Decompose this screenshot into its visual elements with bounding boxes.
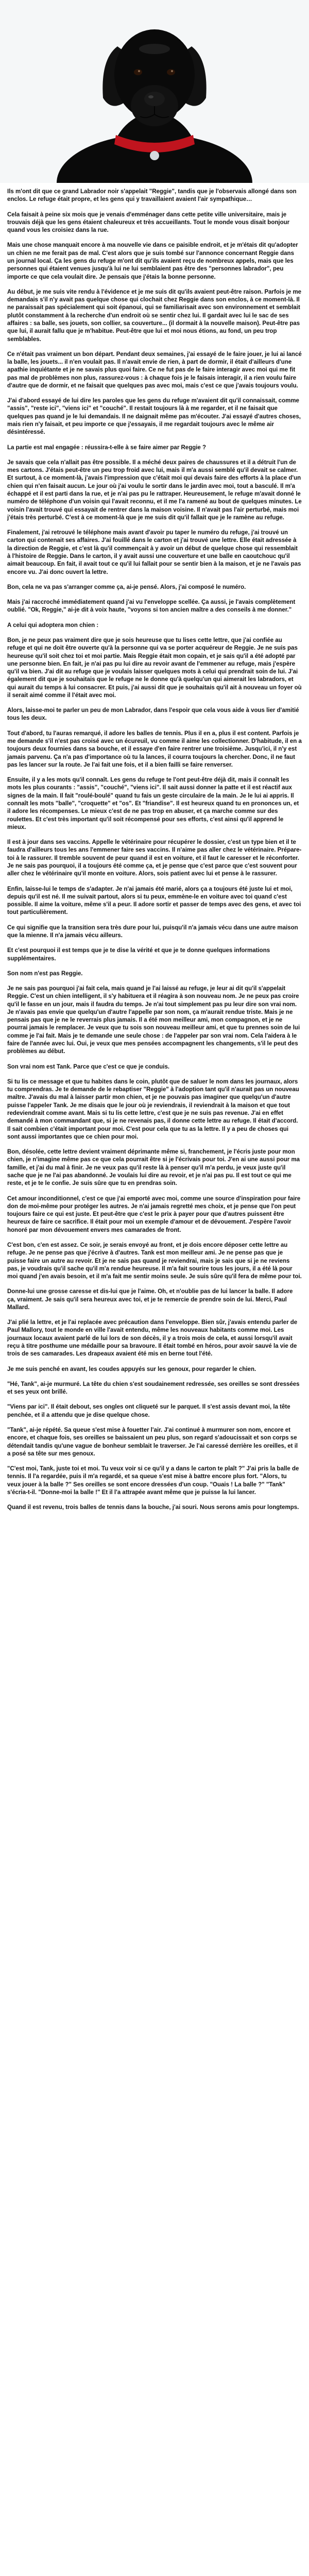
paragraph: Cela faisait à peine six mois que je venais d'emménager dans cette petite ville universitaire, mais je trouvais déjà que les gens étaient chaleureux et très accueillants. Tout le monde vous disait bonjour quand vous les croisiez dans la rue. [7, 211, 290, 234]
paragraph: Enfin, laisse-lui le temps de s'adapter. Je n'ai jamais été marié, alors ça a toujours été juste lui et moi, depuis qu'il est né. Il me suivait partout, alors si tu peux, emmène-le en voiture avec toi quand c'est possible. Il aime la voiture, même s'il a peur. Il adore sortir et passer de temps avec des gens, et avec toi tout particulièrement. [7, 886, 301, 916]
paragraph: Bon, je ne peux pas vraiment dire que je sois heureuse que tu lises cette lettre, que j'ai confiée au refuge et qui ne doit être ouverte qu'à la personne qui va se porter acquéreur de Reggie. Je ne suis pas heureuse qu'il soit chez toi et moi partie. Mais Reggie était mon copain, et je sais qu'il a été adopté par une personne bien. En fait, je n'ai pas pu lui dire au revoir avant de l'emmener au refuge, mais j'espère qu'il va bien. J'ai dit au refuge que je voulais laisser quelques mots à celui qui prendrait soin de lui. J'ai également dit que je souhaitais que le refuge ne le donne qu'à quelqu'un qui aimerait les labradors, et qui aurait du temps à lui consacrer. Et puis, j'ai aussi dit que je souhaitais qu'il ait à nouveau un foyer où il serait aimé comme il l'était avec moi. [7, 637, 302, 699]
paragraph: "C'est moi, Tank, juste toi et moi. Tu veux voir si ce qu'il y a dans le carton te plaît ?" J'ai pris la balle de tennis. Il l'a regardée, puis il m'a regardé, et sa queue s'est mise à battre encore plus fort. "Alors, tu veux jouer à la balle ?" Ses oreilles se sont encore dressées d'un coup. "Ouais ! La balle ?" "Tank" s'écria-t-il. "Donne-moi la balle !" Et il l'a attrapée avant même que je puisse la lui lancer. [7, 1466, 299, 1496]
dog-tag [150, 151, 159, 160]
paragraph: Bon, désolée, cette lettre devient vraiment déprimante même si, franchement, je l'écris juste pour mon chien, je n'imagine même pas ce que cela pourrait être si je l'écrivais pour toi. J'en ai une aussi pour ma famille, et j'ai du mal à finir. Je ne veux pas qu'il reste là à penser qu'il m'a perdu, je veux juste qu'il sache que je ne l'ai pas abandonné. Je voulais lui dire au revoir, et je n'ai pas pu. Il est tout ce qui me reste, et je te le confie. Je suis sûre que tu en prendras soin. [7, 1149, 300, 1187]
paragraph: "Viens par ici". Il était debout, ses ongles ont cliqueté sur le parquet. Il s'est assis devant moi, la tête penchée, et il a attendu que je dise quelque chose. [7, 1404, 290, 1418]
paragraph: Donne-lui une grosse caresse et dis-lui que je l'aime. Oh, et n'oublie pas de lui lancer la balle. Il adore ça, vraiment. Je sais qu'il sera heureux avec toi, et je te remercie de prendre soin de lui. Merci, Paul Mallard. [7, 1289, 293, 1311]
dog-left-eye-glint [138, 70, 140, 72]
paragraph: Finalement, j'ai retrouvé le téléphone mais avant d'avoir pu taper le numéro du refuge, j'ai trouvé un carton qui contenait ses affaires. J'ai fouillé dans le carton et j'ai trouvé une lettre. Elle était adressée à la direction de Reggie, et c'est là qu'il commençait à y avoir un début de quelque chose qui ressemblait à l'histoire de Reggie. Dans le carton, il y avait aussi une couverture et une balle en caoutchouc qu'il aimait beaucoup. En fait, il avait tout ce qu'il lui fallait pour se sentir bien à la maison, et je ne l'avais pas encore vu. J'ai donc ouvert la lettre. [7, 530, 301, 575]
article-body [0, 183, 309, 1512]
paragraph: "Tank", ai-je répété. Sa queue s'est mise à fouetter l'air. J'ai continué à murmurer son nom, encore et encore, et chaque fois, ses oreilles se baissaient un peu plus, son regard s'adoucissait et son corps se détendait tandis qu'une vague de bonheur semblait le traverser. Je l'ai caressé derrière les oreilles, et il a posé sa tête sur mes genoux. [7, 1427, 298, 1457]
paragraph: Ce qui signifie que la transition sera très dure pour lui, puisqu'il n'a jamais vécu dans une autre maison que la mienne. Il n'a jamais vécu ailleurs. [7, 924, 298, 939]
paragraph: Son nom n'est pas Reggie. [7, 970, 83, 977]
black-labrador-image [0, 0, 309, 183]
paragraph: Cet amour inconditionnel, c'est ce que j'ai emporté avec moi, comme une source d'inspiration pour faire don de moi-même pour protéger les autres. Je n'ai jamais regretté mes choix, et je pense que l'on peut toujours faire ce qui est juste. Et peut-être que c'est le prix à payer pour que d'autres puissent être heureux de faire ce sacrifice. Il était pour moi un exemple d'amour et de dévouement. J'espère l'avoir honoré par mon dévouement envers mes camarades de front. [7, 1195, 301, 1233]
paragraph: "Hé, Tank", ai-je murmuré. La tête du chien s'est soudainement redressée, ses oreilles se sont dressées et ses yeux ont brillé. [7, 1381, 300, 1396]
paragraph: Au début, je me suis vite rendu à l'évidence et je me suis dit qu'ils avaient peut-être raison. Parfois je me demandais s'il n'y avait pas quelque chose qui clochait chez Reggie dans son enclos, à ce moment-là. Il ne paraissait pas spécialement qui soit épanoui, qui se familiarisait avec son environnement et semblait plutôt constamment à la recherche d'un endroit où se sentir chez lui. Il gardait avec lui le sac de ses affaires : sa balle, ses jouets, son collier, sa couverture... (il dormait à la nouvelle maison). Peut-être pas que lui, il aurait fallu que je m'habitue. Peut-être que lui et moi nous étions, au fond, un peu trop semblables. [7, 289, 302, 343]
paragraph: Son vrai nom est Tank. Parce que c'est ce que je conduis. [7, 1063, 170, 1070]
paragraph: Mais une chose manquait encore à ma nouvelle vie dans ce paisible endroit, et je m'étais dit qu'adopter un chien ne me ferait pas de mal. C'est alors que je suis tombé sur l'annonce concernant Reggie dans un journal local. Ça les gens du refuge m'ont dit qu'ils avaient reçu de nombreux appels, mais que les personnes qui étaient venues jusqu'à lui ne lui semblaient pas être des "personnes labrador", peu importe ce que cela voulait dire. Je pensais que j'étais la bonne personne. [7, 242, 298, 280]
paragraph: Et c'est pourquoi il est temps que je te dise la vérité et que je te donne quelques informations supplémentaires. [7, 947, 270, 962]
dog-left-eye [134, 69, 142, 75]
paragraph: A celui qui adoptera mon chien : [7, 622, 99, 629]
dog-right-eye-glint [171, 70, 173, 72]
paragraph: Quand il est revenu, trois balles de tennis dans la bouche, j'ai souri. Nous serons amis pour longtemps. [7, 1504, 299, 1511]
paragraph: Je me suis penché en avant, les coudes appuyés sur les genoux, pour regarder le chien. [7, 1366, 256, 1372]
dog-forehead-highlight [139, 44, 170, 54]
paragraph: Ils m'ont dit que ce grand Labrador noir s'appelait "Reggie", tandis que je l'observais allongé dans son enclos. Le refuge était propre, et les gens qui y travaillaient avaient l'air sympathique… [7, 189, 297, 203]
paragraph: Ensuite, il y a les mots qu'il connaît. Les gens du refuge te l'ont peut-être déjà dit, mais il connaît les mots les plus courants : "assis", "couché", "viens ici". Il sait aussi donner la patte et il est réactif aux signes de la main. Il fait "roulé-boulé" quand tu fais un geste circulaire de la main. Je le lui ai appris. Il connaît les mots "balle", "croquette" et "os". Et "friandise". Il est heureux quand tu en prononces un, et il adore les récompenses. Le mieux c'est de ne pas trop en abuser, et ça marche comme sur des roulettes. Et c'est très important qu'il soit récompensé pour ses efforts, c'est ainsi qu'il apprend le mieux. [7, 777, 299, 831]
dog-nose-shine [148, 95, 153, 98]
paragraph: Alors, laisse-moi te parler un peu de mon Labrador, dans l'espoir que cela vous aide à vous lier d'amitié tous les deux. [7, 707, 299, 722]
paragraph: Ce n'était pas vraiment un bon départ. Pendant deux semaines, j'ai essayé de le faire jouer, je lui ai lancé la balle, les jouets... il n'en voulait pas. Il n'avait envie de rien, à part de dormir, il était d'ailleurs d'une apathie inquiétante et je ne savais plus quoi faire. Ce ne fut pas de le faire interagir avec moi qui me fit pas mal de problèmes non plus, rassurez-vous : à chaque fois je le faisais interagir, il a rien voulu faire d'autre que de dormir, et ne faisait que quelques pas avec moi, mais c'est ce que j'avais toujours voulu. [7, 351, 302, 389]
paragraph: J'ai plié la lettre, et je l'ai replacée avec précaution dans l'enveloppe. Bien sûr, j'avais entendu parler de Paul Mallory, tout le monde en ville l'avait entendu, même les nouveaux habitants comme moi. Les journaux locaux avaient parlé de lui lors de son décès, il y a trois mois de cela, et aussi lorsqu'il avait reçu à titre posthume une médaille pour sa bravoure. Il était tombé en héros, pour avoir sauvé la vie de trois de ses camarades. Les drapeaux avaient été mis en berne tout l'été. [7, 1319, 298, 1358]
paragraph: Mais j'ai raccroché immédiatement quand j'ai vu l'enveloppe scellée. Ça aussi, je l'avais complètement oublié. "Ok, Reggie," ai-je dit à voix haute, "voyons si ton ancien maître a des conseils à me donner." [7, 599, 296, 614]
dog-photo [0, 0, 309, 183]
paragraph: Si tu lis ce message et que tu habites dans le coin, plutôt que de saluer le nom dans les journaux, alors tu comprendras. Je te demande de le rebaptiser "Reggie" à l'adoption tant qu'il n'aurait pas un nouveau maître. J'avais du mal à laisser partir mon chien, et je ne pouvais pas imaginer que quelqu'un d'autre puisse l'appeler Tank. Je me disais que le jour où je reviendrais, il reviendrait à la maison et que tout redeviendrait comme avant. Mais si tu lis cette lettre, c'est que je ne suis pas revenue. J'ai en effet demandé à mon commandant que, si je ne revenais pas, il donne cette lettre au refuge. Il était d'accord. Il sait combien c'était important pour moi. C'est pour cela que tu as la lettre. Il y a peu de choses qui sont aussi importantes que ce chien pour moi. [7, 1078, 299, 1140]
paragraph: Bon, cela ne va pas s'arranger comme ça, ai-je pensé. Alors, j'ai composé le numéro. [7, 584, 246, 590]
paragraph: La partie est mal engagée : réussira-t-elle à se faire aimer par Reggie ? [7, 444, 207, 451]
dog-right-eye [167, 69, 175, 75]
paragraph: Tout d'abord, tu l'auras remarqué, il adore les balles de tennis. Plus il en a, plus il est content. Parfois je me demande s'il n'est pas croisé avec un écureuil, vu comme il aime les collectionner. D'habitude, il en a toujours deux fournies dans sa bouche, et il essaye d'en faire rentrer une troisième. Jusqu'ici, il n'y est jamais parvenu. Ça n'a pas d'importance où tu la lances, il courra toujours la chercher. Donc, il ne faut pas les lancer sur la route. Je l'ai fait une fois, et il a bien failli se faire renverser. [7, 730, 302, 768]
paragraph: Je ne sais pas pourquoi j'ai fait cela, mais quand je l'ai laissé au refuge, je leur ai dit qu'il s'appelait Reggie. C'est un chien intelligent, il s'y habituera et il réagira à son nouveau nom. Je ne peux pas croire qu'il le fasse en un jour, mais il faudra du temps. Je n'ai tout simplement pas pu leur dire son vrai nom. Je n'avais pas envie que quelqu'un d'autre l'appelle par son nom, ça m'aurait rendue triste. Mais je ne pensais pas que je ne le reverrais plus jamais. Il a été mon meilleur ami, mon compagnon, et je ne pourrai jamais le remplacer. Je veux que tu sois son nouveau meilleur ami, et que tu prennes soin de lui comme je l'ai fait. Mais je te demande une seule chose : de l'appeler par son vrai nom. Cela l'aidera à le faire de l'année avec lui. Oui, je veux que mes pensées accompagnent les changements, s'il le peut des problèmes au début. [7, 986, 300, 1055]
paragraph: Je savais que cela n'allait pas être possible. Il a méché deux paires de chaussures et il a détruit l'un de mes cartons. J'étais peut-être un peu trop froid avec lui, mais il m'a aussi semblé qu'il devait se calmer. Et surtout, à ce moment-là, j'avais l'impression que c'était moi qui devais faire des efforts à la place d'un chien qui n'en faisait aucun. Le jour où j'ai voulu le sortir dans le jardin avec moi, tout a basculé. Il m'a échappé et il est parti dans la rue, et je n'ai pas pu le rattraper. Heureusement, le refuge m'avait donné le numéro de téléphone d'un voisin qui l'avait reconnu, et il me l'a ramené au bout de quelques minutes. Le voisin l'avait trouvé qui essayait de rentrer dans la maison voisine. Il n'avait pas l'air perturbé, mais moi j'étais très perturbé. C'est à ce moment-là que je me suis dit qu'il fallait que je le ramène au refuge. [7, 459, 302, 521]
paragraph: C'est bon, c'en est assez. Ce soir, je serais envoyé au front, et je dois encore déposer cette lettre au refuge. Je ne pense pas que j'écrive à d'autres. Tank est mon meilleur ami. Je ne pense pas que je puisse faire un autre au revoir. Et je ne sais pas quand je reviendrai, mais je sais que si je ne reviens pas, je voudrais qu'il sache qu'il m'a rendue heureuse. Il m'a fait sourire tous les jours, il a été là pour moi quand j'en avais besoin, et il m'a fait me sentir moins seule. Je suis sûre qu'il fera de même pour toi. [7, 1242, 302, 1280]
paragraph: Il est à jour dans ses vaccins. Appelle le vétérinaire pour récupérer le dossier, c'est un type bien et il te faudra d'ailleurs tous les ans l'emmener faire ses vaccins. Il n'aime pas aller chez le vétérinaire. Prépare-toi à le rassurer. Il tremble souvent de peur quand il est en voiture, et il faut le caresser et le réconforter. Je ne sais pas pourquoi, il a toujours été comme ça, et je pense que c'est parce que c'est souvent pour aller chez le vétérinaire qu'il monte en voiture. Alors, sois patient avec lui et pense à le rassurer. [7, 839, 302, 877]
dog-nose [144, 92, 165, 106]
paragraph: J'ai d'abord essayé de lui dire les paroles que les gens du refuge m'avaient dit qu'il connaissait, comme "assis", "reste ici", "viens ici" et "couché". Il restait toujours là à me regarder, et il ne faisait que quelques pas quand je le lui demandais. Il ne daignait même pas m'écouter. J'ai essayé d'autres choses, mais rien n'y faisait, et peu importe ce que j'essayais, il me regardait toujours avec le même air désintéressé. [7, 398, 301, 436]
